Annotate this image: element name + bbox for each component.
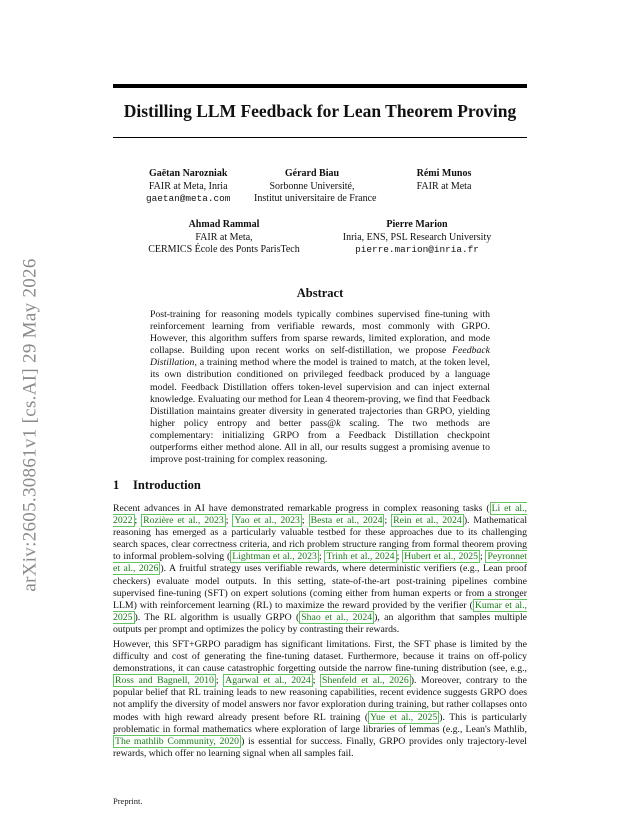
citation-separator: ; xyxy=(134,515,142,527)
citation-separator: ; xyxy=(225,515,233,527)
citation-separator: ; xyxy=(318,551,325,563)
abstract-heading: Abstract xyxy=(296,286,344,300)
citation-link[interactable]: Rozière et al., 2023 xyxy=(143,515,224,527)
abstract-body xyxy=(150,309,490,466)
abstract-text: Post-training for reasoning models typically combines supervised fine-tuning with reinforcement learning from verifiable rewards, most commonly with GRPO. However, this algorithm suffers from sparse rewards, limited exploration, and mode collapse. Building upon recent works on self-distillation, we propose xyxy=(150,309,490,357)
author-name: Gaëtan Narozniak xyxy=(148,168,228,179)
author-email: pierre.marion@inria.fr xyxy=(355,244,479,255)
citation-link[interactable]: Li et al., 2022 xyxy=(113,503,527,527)
citation-link[interactable]: Lightman et al., 2023 xyxy=(232,551,317,563)
citation-link[interactable]: Yao et al., 2023 xyxy=(234,515,300,527)
intro-paragraph-1 xyxy=(113,503,527,636)
citation-link[interactable]: Shenfeld et al., 2026 xyxy=(322,675,409,687)
citation-link[interactable]: The mathlib Community, 2020 xyxy=(115,735,240,747)
author-name: Pierre Marion xyxy=(386,219,448,230)
body-text: ). Mathematical reasoning has emerged as a particularly valuable testbed for these approaches due to its challenging search spaces, clear correctness criteria, and rich problem structure ranging from formal theorem proving to informal problem-solving ( xyxy=(113,515,528,563)
body-text: ), an algorithm that samples multiple outputs per prompt and optimizes the policy by contrasting their rewards. xyxy=(113,611,527,635)
title-top-rule xyxy=(113,84,527,88)
author-name: Rémi Munos xyxy=(416,168,472,179)
author-affiliation-2: CERMICS École des Ponts ParisTech xyxy=(148,244,300,255)
citation-separator: ; xyxy=(396,551,403,563)
body-text: However, this SFT+GRPO paradigm has significant limitations. First, the SFT phase is limited by the difficulty and cost of generating the fine-tuning dataset. Furthermore, because it trains on off-policy demonstrations, it can cause catastrophic forgetting outside the narrow fine-tuning distribution (see, e.g., xyxy=(113,639,527,675)
author-affiliation: Inria, ENS, PSL Research University xyxy=(342,231,492,243)
author-affiliation: FAIR at Meta, Inria xyxy=(148,180,228,192)
section-heading xyxy=(113,478,201,493)
title-bottom-rule xyxy=(113,137,527,138)
citation-separator: ; xyxy=(215,675,224,687)
citation-link[interactable]: Rein et al., 2024 xyxy=(393,515,462,527)
citation-separator: ; xyxy=(384,515,392,527)
citation-separator: ; xyxy=(312,675,321,687)
abstract-emphasis: Feedback Distillation xyxy=(150,345,490,369)
author-affiliation: FAIR at Meta xyxy=(416,180,472,192)
abstract-emphasis: k xyxy=(336,417,341,429)
author-affiliation: Sorbonne Université, xyxy=(269,180,355,192)
citation-link[interactable]: Besta et al., 2024 xyxy=(310,515,383,527)
author-block-5 xyxy=(337,219,497,257)
author-name: Ahmad Rammal xyxy=(188,219,260,230)
arxiv-identifier-text: arXiv:2605.30861v1 [cs.AI] 29 May 2026 xyxy=(20,258,42,592)
citation-link[interactable]: Agarwal et al., 2024 xyxy=(225,675,311,687)
footer-note: Preprint. xyxy=(113,796,143,806)
author-affiliation: FAIR at Meta, xyxy=(195,231,253,243)
citation-separator: ; xyxy=(479,551,486,563)
paper-title: Distilling LLM Feedback for Lean Theorem Proving xyxy=(123,101,517,121)
citation-link[interactable]: Hubert et al., 2025 xyxy=(404,551,478,563)
author-name: Gérard Biau xyxy=(284,168,340,179)
body-text: Recent advances in AI have demonstrated remarkable progress in complex reasoning tasks ( xyxy=(113,503,490,514)
section-title: Introduction xyxy=(133,478,201,492)
arxiv-identifier xyxy=(18,230,44,620)
citation-separator: ; xyxy=(301,515,309,527)
citation-link[interactable]: Ross and Bagnell, 2010 xyxy=(115,675,214,687)
abstract-text: scaling. The two methods are complementary: initializing GRPO from a Feedback Distillation checkpoint outperforms either method alone. All in all, our results suggest a promising avenue to improve post-training for complex reasoning. xyxy=(150,417,491,466)
body-text: ). The RL algorithm is usually GRPO ( xyxy=(134,611,300,623)
intro-paragraph-2 xyxy=(113,639,527,760)
section-number: 1 xyxy=(113,478,120,492)
citation-link[interactable]: Shao et al., 2024 xyxy=(301,611,373,623)
citation-link[interactable]: Peyronnet et al., 2026 xyxy=(113,551,527,575)
author-block-3 xyxy=(392,168,496,193)
citation-link[interactable]: Kumar et al., 2025 xyxy=(113,599,527,623)
abstract-text: , a training method where the model is trained to match, at the token level, its own distribution conditioned on privileged feedback produced by a language model. Feedback Distillation offers token-level supervision and can inject external knowledge. Evaluating our method for Lean 4 theorem-proving, we find that Feedback Distillation maintains greater diversity in generated trajectories than GRPO, yielding higher policy entropy and better pass@ xyxy=(150,357,490,429)
citation-link[interactable]: Yue et al., 2025 xyxy=(370,711,438,723)
body-text: ). A fruitful strategy uses verifiable rewards, where deterministic verifiers (e.g., Lean proof checkers) evaluate model outputs. In this setting, state-of-the-art post-training pipelines combine supervised fine-tuning (SFT) on expert solutions (coming either from human experts or from a stronger LLM) with reinforcement learning (RL) to maximize the reward provided by the verifier ( xyxy=(113,563,528,611)
body-text: ). This is particularly problematic in formal mathematics where exploration of large libraries of lemmas (e.g., Lean's Mathlib, xyxy=(113,711,527,735)
body-text: ) is essential for success. Finally, GRPO provides only trajectory-level rewards, which offer no learning signal when all samples fail. xyxy=(113,735,527,759)
author-email: gaetan@meta.com xyxy=(146,193,231,204)
citation-link[interactable]: Trinh et al., 2024 xyxy=(326,551,395,563)
author-block-1 xyxy=(146,168,230,206)
author-affiliation-2: Institut universitaire de France xyxy=(254,193,377,204)
author-block-2 xyxy=(254,168,377,206)
author-block-4 xyxy=(144,219,304,257)
body-text: ). Moreover, contrary to the popular belief that RL training leads to new reasoning capabilities, recent evidence suggests GRPO does not amplify the diversity of model answers nor favor exploration during training, but rather collapses onto modes with high reward already present before RL training ( xyxy=(113,675,527,723)
